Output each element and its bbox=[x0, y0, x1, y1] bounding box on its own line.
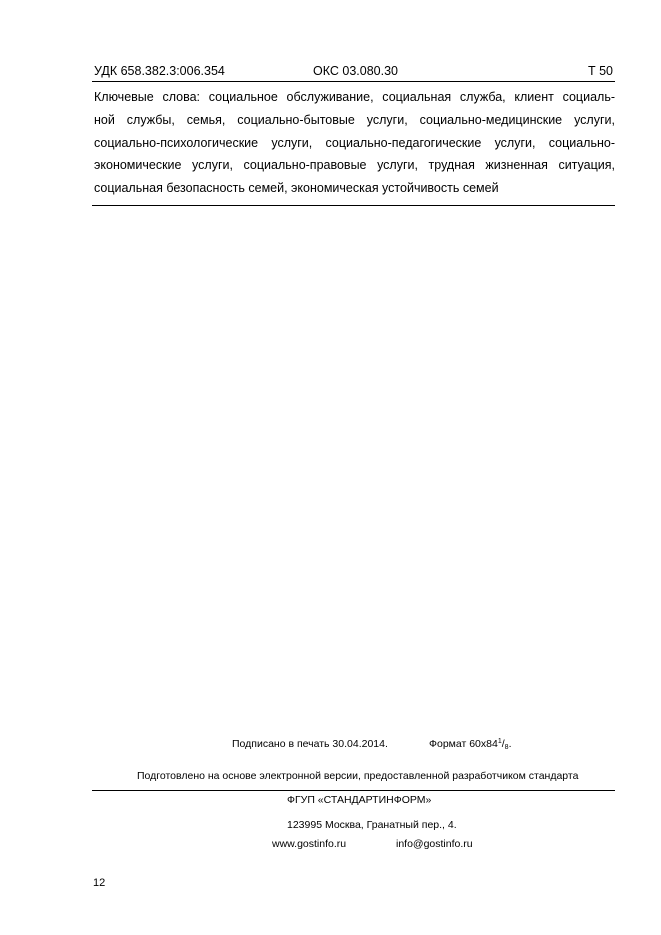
paper-format bbox=[429, 738, 511, 751]
divider bbox=[92, 790, 615, 791]
keywords-block bbox=[94, 86, 615, 200]
website-link[interactable]: www.gostinfo.ru bbox=[272, 838, 347, 850]
keywords-line: экономические услуги, социально-правовые услуги, трудная жизненная ситуация, bbox=[94, 158, 615, 173]
signed-date: Подписано в печать 30.04.2014. bbox=[232, 738, 388, 750]
oks-code: ОКС 03.080.30 bbox=[313, 64, 398, 78]
keywords-line: социально-психологические услуги, социально-педагогические услуги, социально- bbox=[94, 135, 615, 150]
format-prefix: Формат 60x84 bbox=[429, 738, 498, 750]
udk-code: УДК 658.382.3:006.354 bbox=[94, 64, 225, 78]
publisher-name: ФГУП «СТАНДАРТИНФОРМ» bbox=[287, 794, 432, 806]
format-separator: / bbox=[501, 738, 505, 750]
keywords-line: ной службы, семья, социально-бытовые услуги, социально-медицинские услуги, bbox=[94, 112, 615, 127]
keywords-line: Ключевые слова: социальное обслуживание, социальная служба, клиент социаль- bbox=[94, 90, 615, 104]
format-numerator: 1 bbox=[497, 738, 502, 745]
page-number: 12 bbox=[93, 877, 106, 889]
keywords-line: социальная безопасность семей, экономическая устойчивость семей bbox=[94, 181, 499, 196]
classification-header bbox=[92, 63, 615, 82]
format-denominator: 8 bbox=[504, 744, 509, 751]
format-end: . bbox=[508, 738, 512, 750]
t-code: Т 50 bbox=[587, 64, 613, 78]
email-link[interactable]: info@gostinfo.ru bbox=[396, 838, 473, 850]
divider bbox=[92, 205, 615, 206]
prepared-note: Подготовлено на основе электронной версии, предоставленной разработчиком стандарта bbox=[137, 770, 579, 782]
publisher-address: 123995 Москва, Гранатный пер., 4. bbox=[287, 819, 457, 831]
